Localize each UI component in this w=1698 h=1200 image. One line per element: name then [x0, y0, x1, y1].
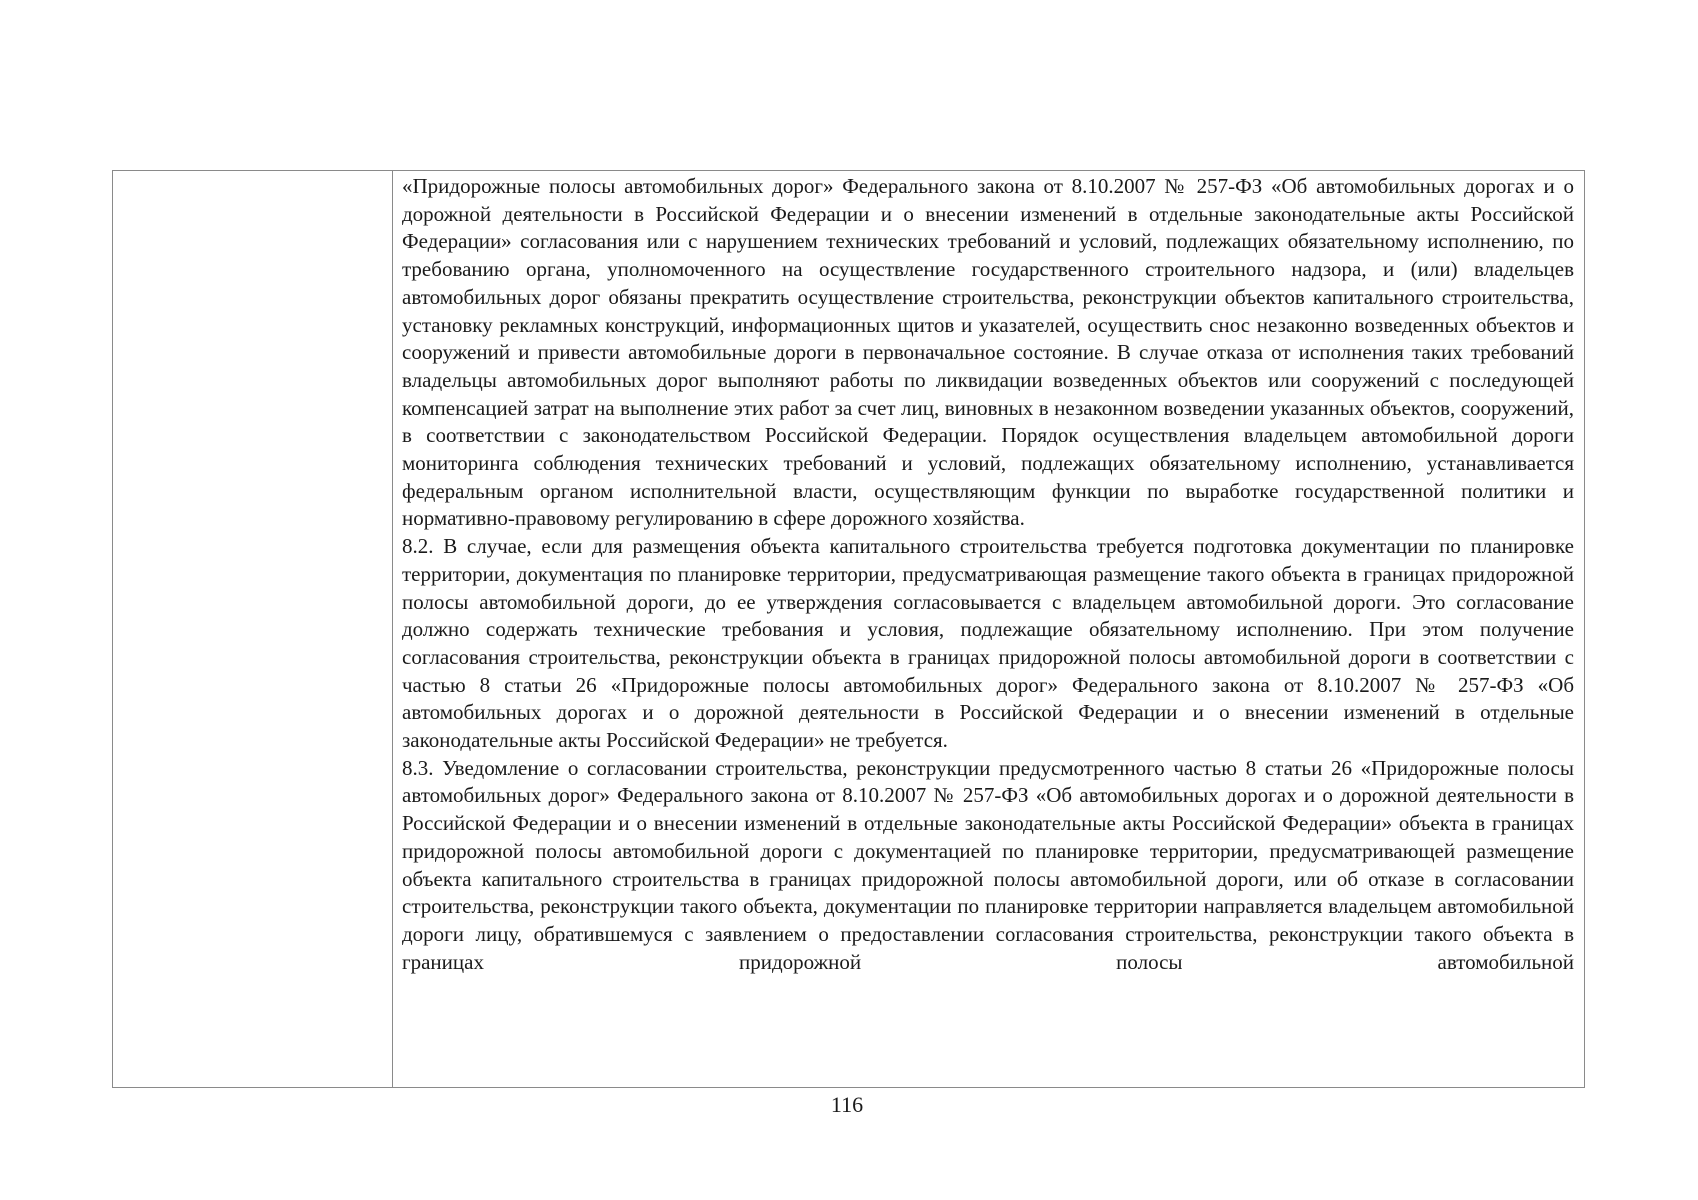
- paragraph-8-2: 8.2. В случае, если для размещения объекта капитального строительства требуется подготовка документации по планировке территории, документация по планировке территории, предусматривающая размещение такого объекта в границах придорожной полосы автомобильной дороги, до ее утверждения согласовывается с владельцем автомобильной дороги. Это согласование должно содержать технические требования и условия, подлежащие обязательному исполнению. При этом получение согласования строительства, реконструкции объекта в границах придорожной полосы автомобильной дороги в соответствии с частью 8 статьи 26 «Придорожные полосы автомобильных дорог» Федерального закона от 8.10.2007 № 257-ФЗ «Об автомобильных дорогах и о дорожной деятельности в Российской Федерации и о внесении изменений в отдельные законодательные акты Российской Федерации» не требуется.: [402, 534, 1574, 753]
- paragraph-8-3: 8.3. Уведомление о согласовании строительства, реконструкции предусмотренного частью 8 статьи 26 «Придорожные полосы автомобильных дорог» Федерального закона от 8.10.2007 № 257-ФЗ «Об автомобильных дорогах и о дорожной деятельности в Российской Федерации и о внесении изменений в отдельные законодательные акты Российской Федерации» объекта в границах придорожной полосы автомобильной дороги с документацией по планировке территории, предусматривающей размещение объекта капитального строительства в границах придорожной полосы автомобильной дороги, или об отказе в согласовании строительства, реконструкции такого объекта, документации по планировке территории направляется владельцем автомобильной дороги лицу, обратившемуся с заявлением о предоставлении согласования строительства, реконструкции такого объекта в границах придорожной полосы автомобильной: [402, 755, 1574, 974]
- document-table: [112, 170, 1585, 1088]
- paragraph-continuation: «Придорожные полосы автомобильных дорог» Федерального закона от 8.10.2007 № 257-ФЗ «Об автомобильных дорогах и о дорожной деятельности в Российской Федерации и о внесении изменений в отдельные законодательные акты Российской Федерации» согласования или с нарушением технических требований и условий, подлежащих обязательному исполнению, по требованию органа, уполномоченного на осуществление государственного строительного надзора, и (или) владельцев автомобильных дорог обязаны прекратить осуществление строительства, реконструкции объектов капитального строительства, установку рекламных конструкций, информационных щитов и указателей, осуществить снос незаконно возведенных объектов и сооружений и привести автомобильные дороги в первоначальное состояние. В случае отказа от исполнения таких требований владельцы автомобильных дорог выполняют работы по ликвидации возведенных объектов или сооружений с последующей компенсацией затрат на выполнение этих работ за счет лиц, виновных в незаконном возведении указанных объектов, сооружений, в соответствии с законодательством Российской Федерации. Порядок осуществления владельцем автомобильной дороги мониторинга соблюдения технических требований и условий, подлежащих обязательному исполнению, устанавливается федеральным органом исполнительной власти, осуществляющим функции по выработке государственной политики и нормативно-правовому регулированию в сфере дорожного хозяйства.: [402, 174, 1574, 531]
- page-number: 116: [830, 1092, 864, 1117]
- table-cell-left: [113, 171, 393, 1087]
- table-cell-right: [393, 171, 1584, 1087]
